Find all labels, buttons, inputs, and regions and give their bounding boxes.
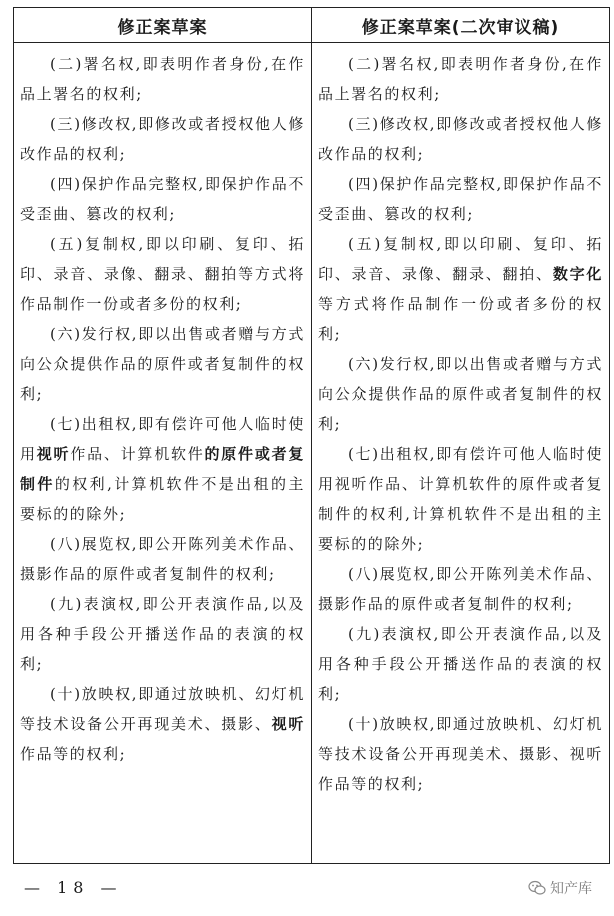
clause-text: (二)署名权,即表明作者身份,在作品上署名的权利; [318, 55, 603, 103]
clause-text: (四)保护作品完整权,即保护作品不受歪曲、篡改的权利; [318, 175, 603, 223]
clause-text: (五)复制权,即以印刷、复印、拓印、录音、录像、翻录、翻拍等方式将作品制作一份或者多份的权利; [20, 235, 305, 313]
column-second-review [312, 43, 610, 864]
clause-text: (十)放映权,即通过放映机、幻灯机等技术设备公开再现美术、摄影、视听作品等的权利; [318, 715, 603, 793]
clause-text: (七)出租权,即有偿许可他人临时使用 [20, 415, 305, 463]
clause-paragraph [318, 619, 603, 709]
column-draft [14, 43, 312, 864]
clause-text: (七)出租权,即有偿许可他人临时使用视听作品、计算机软件的原件或者复制件的权利,计算机软件不是出租的主要标的的除外; [318, 445, 603, 553]
clause-text: (九)表演权,即公开表演作品,以及用各种手段公开播送作品的表演的权利; [318, 625, 603, 703]
clause-text: (三)修改权,即修改或者授权他人修改作品的权利; [318, 115, 603, 163]
page-number: — 18 — [24, 878, 123, 897]
column-header-draft: 修正案草案 [14, 8, 312, 43]
watermark-text: 知产库 [550, 881, 592, 897]
clause-paragraph [20, 409, 305, 529]
clause-text: (六)发行权,即以出售或者赠与方式向公众提供作品的原件或者复制件的权利; [20, 325, 305, 403]
emphasized-text: 视听 [36, 445, 71, 463]
wechat-icon [528, 880, 546, 896]
table-header-row [14, 8, 610, 43]
clause-paragraph [318, 439, 603, 559]
watermark [528, 878, 592, 898]
clause-paragraph [318, 559, 603, 619]
clause-text: (八)展览权,即公开陈列美术作品、摄影作品的原件或者复制件的权利; [318, 565, 603, 613]
clause-text: 作品等的权利; [20, 745, 127, 763]
clause-paragraph [318, 109, 603, 169]
clause-paragraph [20, 109, 305, 169]
emphasized-text: 数字化 [552, 265, 603, 283]
clause-text: (四)保护作品完整权,即保护作品不受歪曲、篡改的权利; [20, 175, 305, 223]
column-header-second-review: 修正案草案(二次审议稿) [312, 8, 610, 43]
clause-text: (三)修改权,即修改或者授权他人修改作品的权利; [20, 115, 305, 163]
clause-text: (九)表演权,即公开表演作品,以及用各种手段公开播送作品的表演的权利; [20, 595, 305, 673]
clause-paragraph [20, 529, 305, 589]
clause-paragraph [20, 229, 305, 319]
clause-text: 等方式将作品制作一份或者多份的权利; [318, 295, 603, 343]
clause-text: (五)复制权,即以印刷、复印、拓印、录音、录像、翻录、翻拍、 [318, 235, 603, 283]
clause-text: (二)署名权,即表明作者身份,在作品上署名的权利; [20, 55, 305, 103]
clause-paragraph [318, 709, 603, 799]
clause-text: 作品、计算机软件 [70, 445, 205, 463]
comparison-table [13, 7, 610, 864]
clause-text: (六)发行权,即以出售或者赠与方式向公众提供作品的原件或者复制件的权利; [318, 355, 603, 433]
emphasized-text: 的原件或者复制件 [20, 445, 305, 493]
clause-text: (八)展览权,即公开陈列美术作品、摄影作品的原件或者复制件的权利; [20, 535, 305, 583]
emphasized-text: 视听 [271, 715, 305, 733]
clause-paragraph [20, 679, 305, 769]
clause-paragraph [20, 589, 305, 679]
clause-text: (十)放映权,即通过放映机、幻灯机等技术设备公开再现美术、摄影、 [20, 685, 305, 733]
clause-paragraph [20, 169, 305, 229]
clause-paragraph [318, 229, 603, 349]
table-body-row [14, 43, 610, 864]
clause-paragraph [318, 349, 603, 439]
clause-paragraph [318, 49, 603, 109]
clause-paragraph [20, 319, 305, 409]
clause-paragraph [318, 169, 603, 229]
clause-text: 的权利,计算机软件不是出租的主要标的的除外; [20, 475, 305, 523]
clause-paragraph [20, 49, 305, 109]
